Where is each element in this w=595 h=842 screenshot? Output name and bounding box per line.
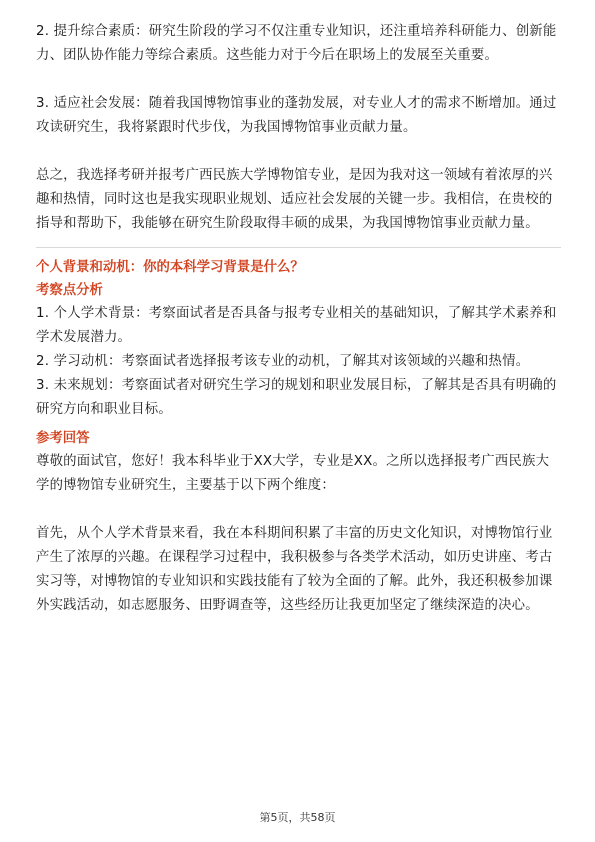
section-divider [36, 247, 561, 248]
answer-paragraph: 首先，从个人学术背景来看，我在本科期间积累了丰富的历史文化知识，对博物馆行业产生了浓厚的兴趣。在课程学习过程中，我积极参与各类学术活动，如历史讲座、考古实习等，对博物馆的专业知识和实践技能有了较为全面的了解。此外，我还积极参加课外实践活动，如志愿服务、田野调查等，这些经历让我更加坚定了继续深造的决心。 [36, 526, 553, 613]
question-title: 个人背景和动机：你的本科学习背景是什么？ [36, 260, 304, 275]
analysis-item: 2. 学习动机：考察面试者选择报考该专业的动机，了解其对该领域的兴趣和热情。 [36, 354, 530, 369]
analysis-list [36, 302, 561, 422]
answer-label: 参考回答 [36, 431, 90, 446]
conclusion-paragraph: 总之，我选择考研并报考广西民族大学博物馆专业，是因为我对这一领域有着浓厚的兴趣和热情，同时这也是我实现职业规划、适应社会发展的关键一步。我相信，在贵校的指导和帮助下，我能够在研究生阶段取得丰硕的成果，为我国博物馆事业贡献力量。 [36, 168, 553, 231]
page-content [36, 20, 561, 618]
page-footer: 第5页，共58页 [259, 811, 336, 824]
point-2-paragraph: 2. 提升综合素质：研究生阶段的学习不仅注重专业知识，还注重培养科研能力、创新能力、团队协作能力等综合素质。这些能力对于今后在职场上的发展至关重要。 [36, 24, 557, 63]
point-3-paragraph: 3. 适应社会发展：随着我国博物馆事业的蓬勃发展，对专业人才的需求不断增加。通过攻读研究生，我将紧跟时代步伐，为我国博物馆事业贡献力量。 [36, 96, 557, 135]
answer-paragraph: 尊敬的面试官，您好！我本科毕业于XX大学，专业是XX。之所以选择报考广西民族大学的博物馆专业研究生，主要基于以下两个维度： [36, 454, 550, 493]
analysis-item: 1. 个人学术背景：考察面试者是否具备与报考专业相关的基础知识，了解其学术素养和学术发展潜力。 [36, 306, 557, 345]
analysis-item: 3. 未来规划：考察面试者对研究生学习的规划和职业发展目标，了解其是否具有明确的研究方向和职业目标。 [36, 378, 557, 417]
analysis-label: 考察点分析 [36, 283, 103, 298]
